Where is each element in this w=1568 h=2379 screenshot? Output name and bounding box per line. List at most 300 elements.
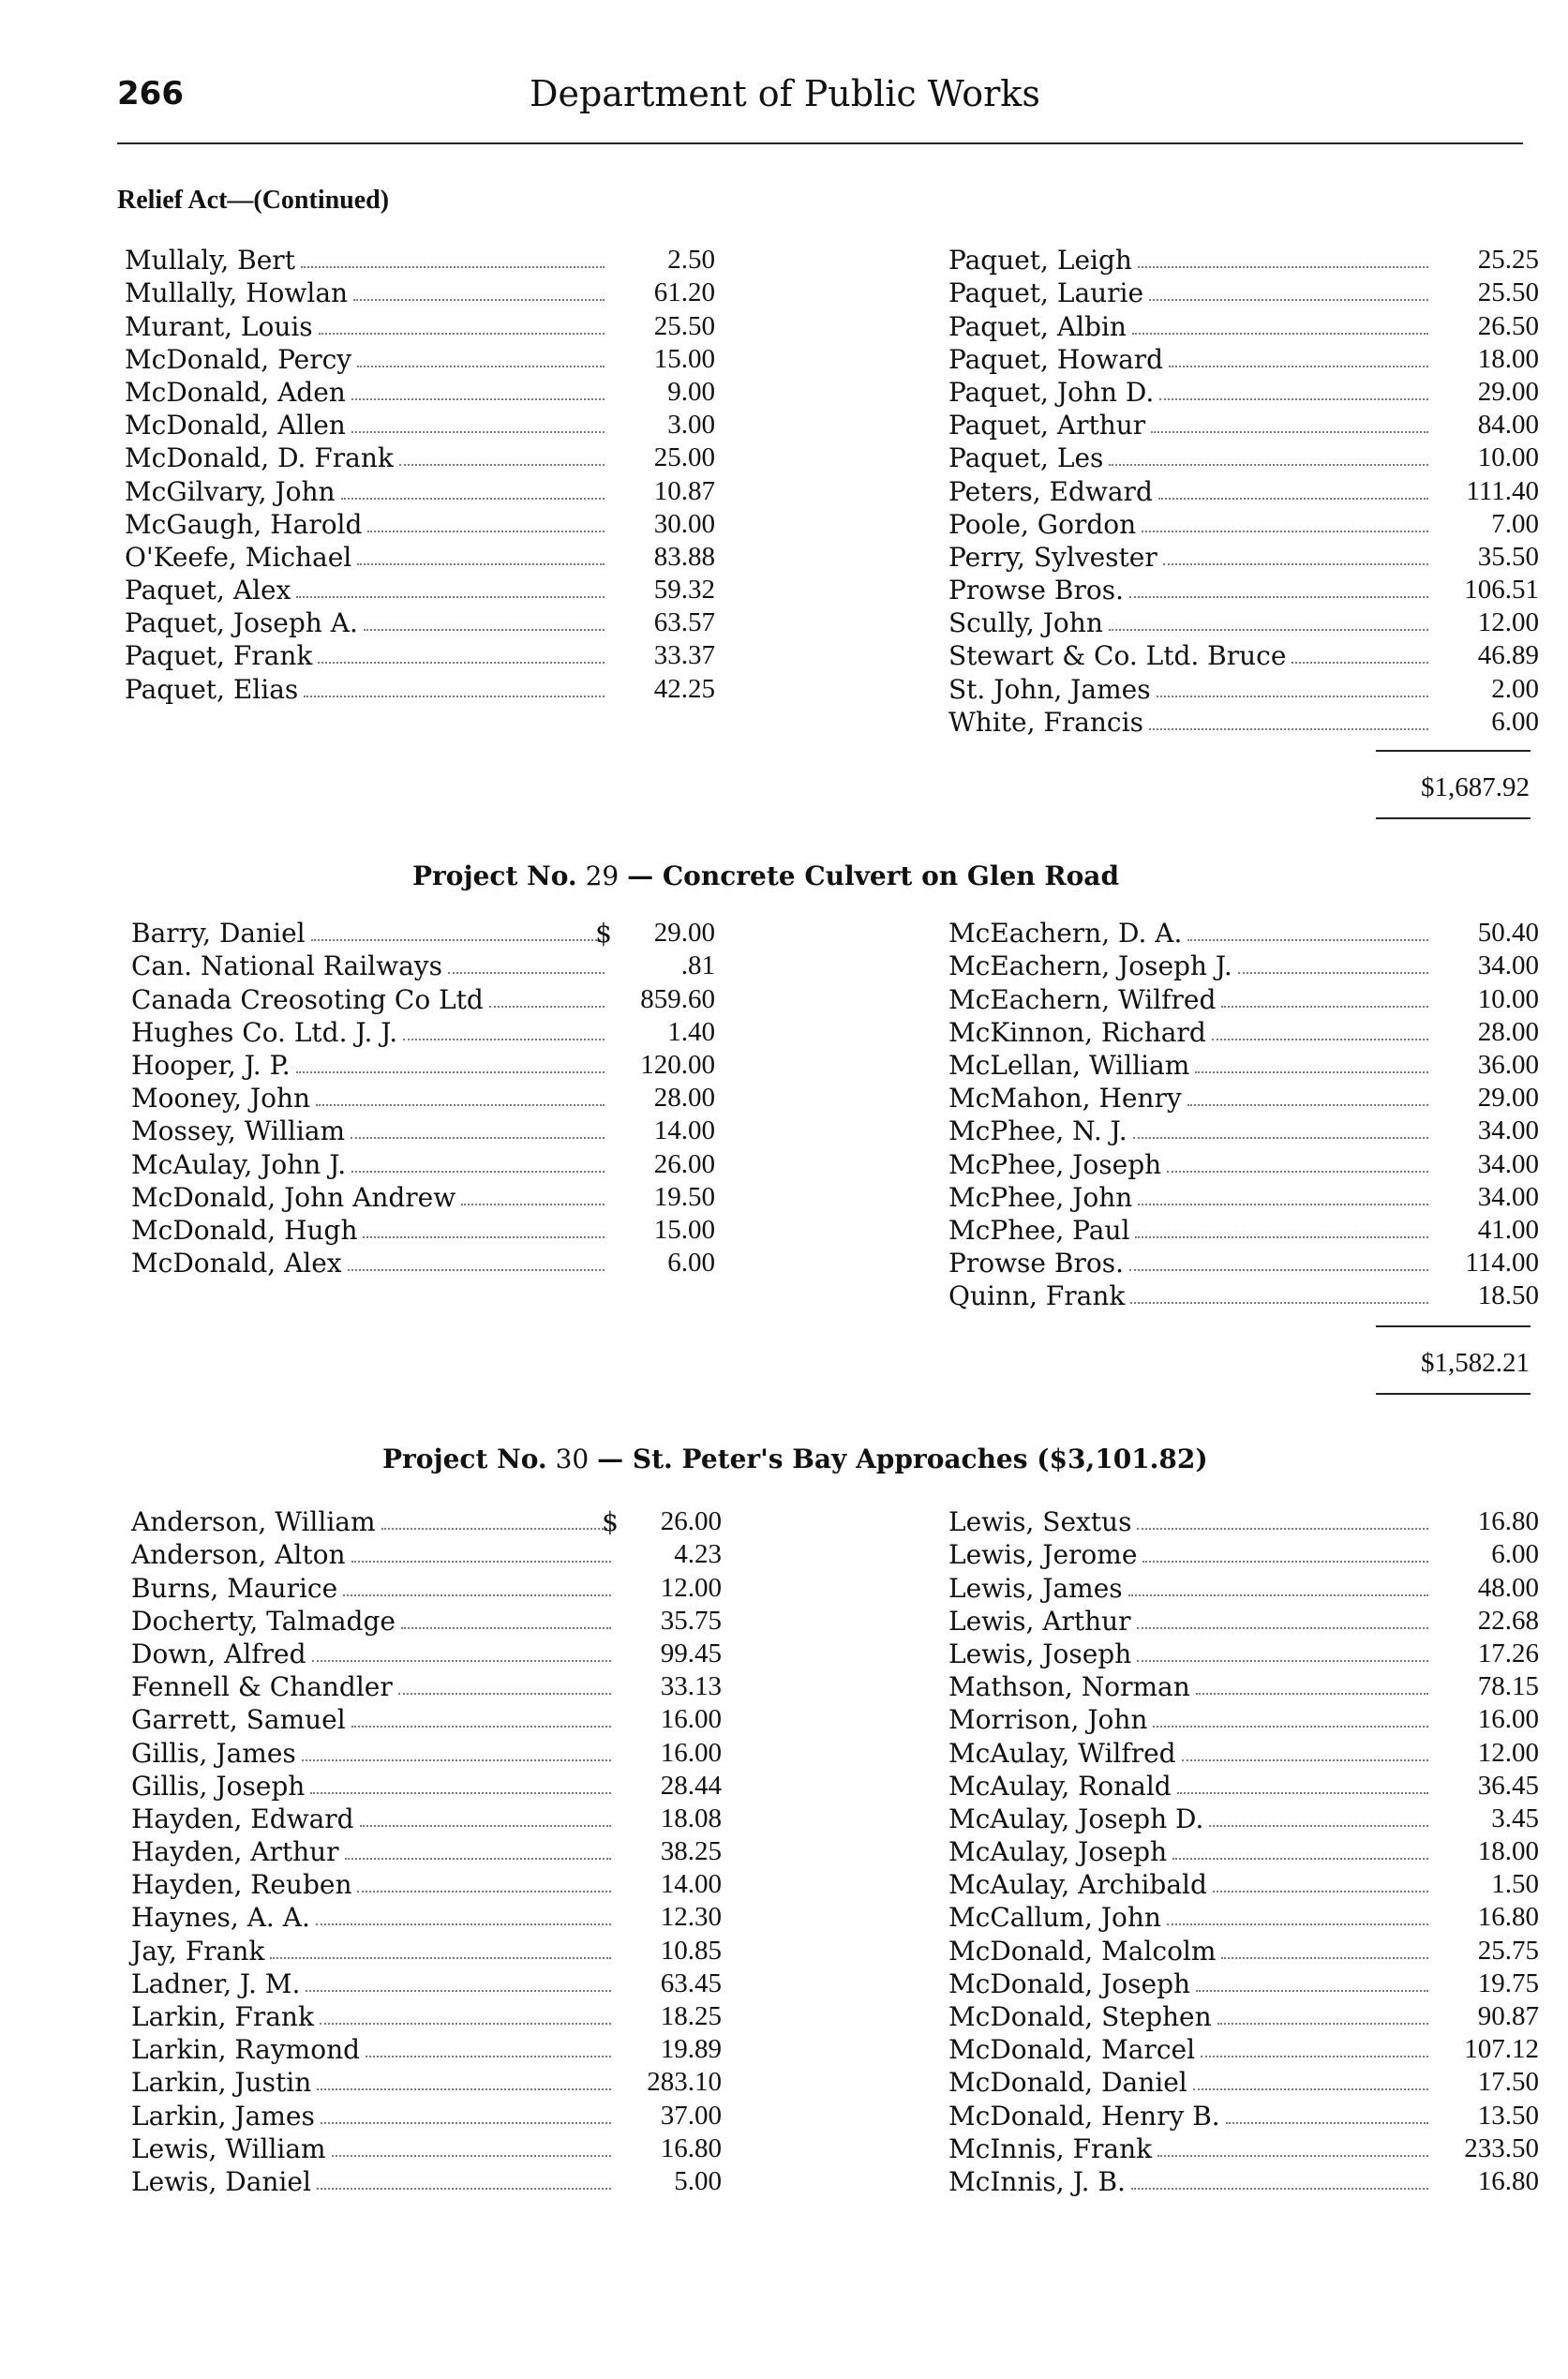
dot-leader: [1187, 939, 1428, 941]
payee-name: Haynes, A. A.: [131, 1902, 310, 1934]
payment-amount: 61.20: [653, 277, 715, 308]
payee-name: O'Keefe, Michael: [125, 541, 352, 573]
project-29-label: Project No.: [412, 860, 577, 891]
relief-act-right-column: [948, 241, 1539, 736]
payment-amount: 3.45: [1491, 1803, 1539, 1833]
payment-amount: 35.75: [660, 1605, 722, 1636]
payee-name: McDonald, John Andrew: [131, 1181, 456, 1213]
dot-leader: [1167, 1923, 1428, 1925]
dot-leader: [403, 1039, 605, 1040]
list-item: [131, 1046, 715, 1079]
payment-amount: 10.87: [653, 475, 715, 506]
dot-leader: [1128, 1594, 1428, 1596]
dot-leader: [1137, 1660, 1428, 1662]
payee-name: McPhee, Joseph: [948, 1148, 1162, 1180]
dot-leader: [1129, 596, 1428, 598]
payment-amount: 106.51: [1464, 575, 1539, 606]
dot-leader: [1132, 333, 1428, 335]
payment-amount: 6.00: [1491, 1539, 1539, 1570]
payee-name: Quinn, Frank: [948, 1280, 1126, 1312]
list-item: [131, 2130, 722, 2162]
dot-leader: [489, 1006, 605, 1008]
list-item: [131, 914, 715, 950]
payment-amount: 12.30: [660, 1902, 722, 1933]
payment-amount: 16.80: [1477, 1902, 1539, 1933]
dot-leader: [306, 1990, 611, 1992]
payment-amount: 33.37: [653, 640, 715, 671]
payment-amount: 10.85: [660, 1935, 722, 1966]
payment-amount: 3.00: [667, 410, 715, 441]
list-item: [131, 1931, 722, 1967]
payment-amount: 107.12: [1464, 2034, 1539, 2065]
payee-name: Paquet, John D.: [948, 376, 1155, 408]
list-item: [948, 2096, 1539, 2132]
payee-name: Lewis, Sextus: [948, 1506, 1132, 1538]
payee-name: Mathson, Norman: [948, 1671, 1190, 1703]
payee-name: Hayden, Reuben: [131, 1869, 352, 1901]
dot-leader: [351, 1171, 605, 1173]
list-item: [131, 1833, 722, 1868]
dot-leader: [1226, 2122, 1428, 2124]
dot-leader: [321, 2122, 611, 2124]
dot-leader: [461, 1204, 605, 1205]
payee-name: Lewis, James: [948, 1572, 1123, 1604]
payee-name: McInnis, Frank: [948, 2132, 1153, 2164]
header-rule: [117, 142, 1523, 144]
list-item: [131, 1112, 715, 1145]
dot-leader: [1169, 366, 1428, 367]
dot-leader: [1177, 1792, 1428, 1794]
dot-leader: [318, 662, 605, 664]
payment-amount: 18.00: [1477, 1836, 1539, 1867]
list-item: [131, 947, 715, 980]
dot-leader: [1109, 464, 1428, 466]
payment-amount: 63.45: [660, 1968, 722, 1998]
payment-amount: 9.00: [667, 376, 715, 407]
payee-name: Lewis, William: [131, 2132, 326, 2164]
payee-name: McGilvary, John: [125, 475, 336, 507]
dot-leader: [1195, 1071, 1428, 1073]
dot-leader: [343, 1594, 611, 1596]
project-29-total: $1,582.21: [1421, 1348, 1530, 1378]
dot-leader: [311, 939, 605, 941]
list-item: [125, 406, 715, 439]
payment-amount: 12.00: [1477, 1737, 1539, 1768]
dot-leader: [316, 1923, 611, 1925]
payment-amount: 16.80: [1477, 2165, 1539, 2196]
payee-name: McDonald, Henry B.: [948, 2100, 1220, 2132]
payment-amount: 16.80: [660, 2132, 722, 2163]
project-30-right-column: [948, 1503, 1539, 2195]
list-item: [948, 1277, 1539, 1312]
payee-name: McDonald, Malcolm: [948, 1935, 1217, 1967]
dot-leader: [302, 1759, 611, 1761]
payment-amount: 283.10: [647, 2067, 722, 2098]
project-29-left-column: [131, 914, 715, 1277]
dot-leader: [381, 1528, 611, 1530]
payee-name: Prowse Bros.: [948, 575, 1124, 606]
list-item: [125, 604, 715, 639]
payee-name: Gillis, Joseph: [131, 1770, 306, 1802]
payee-name: Paquet, Albin: [948, 310, 1127, 342]
payment-amount: 18.25: [660, 2001, 722, 2031]
dot-leader: [357, 366, 605, 367]
payee-name: Perry, Sylvester: [948, 541, 1157, 573]
payee-name: Paquet, Leigh: [948, 245, 1132, 277]
list-item: [948, 669, 1539, 705]
dot-leader: [1157, 696, 1428, 697]
dot-leader: [316, 1104, 605, 1106]
dollar-sign: $: [602, 1506, 619, 1538]
payee-name: McDonald, Marcel: [948, 2034, 1196, 2066]
dot-leader: [1142, 531, 1428, 532]
relief-act-total-rule: [1376, 750, 1531, 752]
list-item: [131, 1568, 722, 1604]
list-item: [131, 1800, 722, 1833]
payment-amount: 111.40: [1466, 475, 1539, 506]
list-item: [131, 1178, 715, 1211]
project-29-heading: [412, 860, 1119, 891]
payee-name: Jay, Frank: [131, 1935, 265, 1967]
list-item: [948, 1767, 1539, 1800]
dot-leader: [317, 2188, 611, 2190]
project-30-heading: [382, 1444, 1208, 1474]
dot-leader: [357, 1891, 611, 1893]
dot-leader: [357, 563, 605, 565]
payment-amount: 29.00: [1477, 1083, 1539, 1114]
payee-name: Paquet, Frank: [125, 640, 313, 672]
dot-leader: [351, 431, 605, 433]
dot-leader: [1129, 1269, 1428, 1271]
dot-leader: [366, 2056, 611, 2057]
dot-leader: [1217, 2023, 1428, 2025]
list-item: [125, 373, 715, 406]
list-item: [948, 307, 1539, 342]
payment-amount: 63.57: [653, 607, 715, 638]
payment-amount: 15.00: [653, 1214, 715, 1245]
payee-name: Anderson, William: [131, 1506, 376, 1538]
dot-leader: [351, 1137, 605, 1139]
list-item: [131, 1145, 715, 1180]
payee-name: McAulay, Wilfred: [948, 1737, 1176, 1769]
payee-name: Paquet, Laurie: [948, 277, 1144, 309]
list-item: [131, 2063, 722, 2099]
dot-leader: [1157, 2155, 1428, 2157]
payee-name: Peters, Edward: [948, 475, 1153, 507]
list-item: [131, 2162, 722, 2195]
payee-name: Lewis, Daniel: [131, 2165, 311, 2197]
payee-name: Hayden, Edward: [131, 1803, 354, 1834]
payment-amount: 10.00: [1477, 983, 1539, 1014]
page-header: [117, 73, 1523, 139]
dot-leader: [1135, 1236, 1428, 1238]
list-item: [948, 1079, 1539, 1115]
payment-amount: 83.88: [653, 541, 715, 572]
list-item: [125, 538, 715, 571]
dot-leader: [320, 2023, 611, 2025]
payment-amount: 12.00: [1477, 607, 1539, 638]
list-item: [948, 2030, 1539, 2066]
list-item: [948, 505, 1539, 538]
dot-leader: [1196, 1693, 1428, 1695]
dot-leader: [296, 596, 605, 598]
payment-amount: 25.25: [1477, 245, 1539, 276]
list-item: [948, 471, 1539, 507]
payee-name: Gillis, James: [131, 1737, 296, 1769]
dot-leader: [296, 1071, 605, 1073]
payee-name: McAulay, Ronald: [948, 1770, 1172, 1802]
payment-amount: 37.00: [660, 2100, 722, 2131]
payee-name: Scully, John: [948, 607, 1103, 639]
payee-name: Docherty, Talmadge: [131, 1605, 396, 1637]
list-item: [948, 1568, 1539, 1604]
payment-amount: 233.50: [1464, 2132, 1539, 2163]
payment-amount: 7.00: [1491, 508, 1539, 539]
payment-amount: 6.00: [667, 1248, 715, 1279]
payee-name: Stewart & Co. Ltd. Bruce: [948, 640, 1287, 672]
dot-leader: [1182, 1759, 1428, 1761]
dot-leader: [1137, 1528, 1428, 1530]
list-item: [125, 669, 715, 705]
dot-leader: [401, 1627, 611, 1629]
list-item: [125, 636, 715, 672]
payment-amount: 29.00: [1477, 376, 1539, 407]
project-29-total-rule: [1376, 1325, 1531, 1327]
list-item: [948, 241, 1539, 277]
payment-amount: 78.15: [1477, 1671, 1539, 1702]
payee-name: Mooney, John: [131, 1083, 311, 1115]
payee-name: McDonald, D. Frank: [125, 442, 394, 474]
dot-leader: [332, 2155, 611, 2157]
dot-leader: [398, 1693, 611, 1695]
list-item: [948, 1244, 1539, 1277]
list-item: [131, 1013, 715, 1046]
list-item: [948, 1668, 1539, 1703]
list-item: [948, 340, 1539, 373]
dot-leader: [1133, 1137, 1428, 1139]
list-item: [131, 1865, 722, 1901]
payee-name: Murant, Louis: [125, 310, 313, 342]
relief-act-left-column: [125, 241, 715, 703]
list-item: [131, 980, 715, 1015]
payment-amount: 10.00: [1477, 442, 1539, 473]
payment-amount: 84.00: [1477, 410, 1539, 441]
list-item: [948, 1997, 1539, 2030]
payment-amount: 36.45: [1477, 1770, 1539, 1801]
payee-name: McLellan, William: [948, 1049, 1190, 1081]
dot-leader: [1142, 1561, 1428, 1563]
payment-amount: 34.00: [1477, 1181, 1539, 1212]
dot-leader: [351, 1726, 611, 1728]
dot-leader: [1158, 498, 1428, 500]
list-item: [948, 274, 1539, 307]
payment-amount: 19.75: [1477, 1968, 1539, 1998]
project-30-label: Project No.: [382, 1444, 547, 1474]
dot-leader: [1159, 398, 1428, 400]
list-item: [131, 1244, 715, 1277]
list-item: [948, 1178, 1539, 1211]
list-item: [948, 1535, 1539, 1571]
payment-amount: 17.50: [1477, 2067, 1539, 2098]
payment-amount: 16.80: [1477, 1506, 1539, 1537]
payment-amount: 99.45: [660, 1638, 722, 1668]
dot-leader: [1137, 1627, 1428, 1629]
payment-amount: 18.08: [660, 1803, 722, 1833]
list-item: [131, 1767, 722, 1800]
list-item: [948, 1046, 1539, 1079]
payment-amount: 29.00: [653, 918, 715, 949]
payment-amount: 5.00: [674, 2165, 722, 2196]
payment-amount: 25.50: [1477, 277, 1539, 308]
payee-name: St. John, James: [948, 673, 1151, 705]
list-item: [125, 571, 715, 604]
list-item: [125, 439, 715, 474]
payment-amount: 859.60: [640, 983, 715, 1014]
project-30-left-column: [131, 1503, 722, 2195]
payment-amount: 14.00: [653, 1115, 715, 1146]
payee-name: Can. National Railways: [131, 950, 442, 982]
payment-amount: 4.23: [674, 1539, 722, 1570]
payment-amount: 36.00: [1477, 1049, 1539, 1080]
dollar-sign: $: [595, 918, 612, 950]
project-29-right-column: [948, 914, 1539, 1312]
list-item: [125, 471, 715, 507]
list-item: [125, 340, 715, 373]
payment-amount: 28.44: [660, 1770, 722, 1801]
payee-name: Paquet, Joseph A.: [125, 607, 358, 639]
payee-name: McGaugh, Harold: [125, 508, 363, 540]
list-item: [131, 1535, 722, 1571]
list-item: [948, 2162, 1539, 2195]
payment-amount: 90.87: [1477, 2001, 1539, 2031]
list-item: [948, 1503, 1539, 1538]
payee-name: McAulay, Joseph: [948, 1836, 1168, 1868]
payee-name: Larkin, Frank: [131, 2001, 314, 2032]
payment-amount: 12.00: [660, 1572, 722, 1603]
dot-leader: [1138, 1204, 1428, 1205]
payment-amount: 17.26: [1477, 1638, 1539, 1668]
payee-name: Garrett, Samuel: [131, 1704, 346, 1736]
payee-name: White, Francis: [948, 706, 1143, 738]
payee-name: Lewis, Jerome: [948, 1539, 1138, 1571]
dot-leader: [1149, 728, 1428, 730]
payee-name: Down, Alfred: [131, 1638, 306, 1669]
list-item: [948, 1635, 1539, 1668]
dot-leader: [1149, 299, 1428, 301]
list-item: [131, 1733, 722, 1769]
list-item: [125, 274, 715, 307]
list-item: [131, 1700, 722, 1736]
list-item: [131, 1635, 722, 1668]
payee-name: McCallum, John: [948, 1902, 1161, 1934]
payee-name: Ladner, J. M.: [131, 1968, 301, 1999]
list-item: [948, 1700, 1539, 1736]
payee-name: Larkin, Raymond: [131, 2034, 361, 2066]
payment-amount: 34.00: [1477, 950, 1539, 981]
payment-amount: 15.00: [653, 343, 715, 374]
payment-amount: 26.00: [653, 1148, 715, 1179]
payee-name: Hooper, J. P.: [131, 1049, 291, 1081]
payment-amount: 42.25: [653, 673, 715, 704]
list-item: [125, 241, 715, 277]
list-item: [948, 980, 1539, 1015]
payee-name: McDonald, Joseph: [948, 1968, 1191, 1999]
payee-name: Larkin, Justin: [131, 2067, 312, 2099]
list-item: [948, 1865, 1539, 1901]
payee-name: Paquet, Elias: [125, 673, 299, 705]
dot-leader: [1131, 2188, 1428, 2190]
dot-leader: [1212, 1039, 1428, 1040]
list-item: [948, 1965, 1539, 1997]
relief-act-total: $1,687.92: [1421, 772, 1530, 802]
payment-amount: 26.50: [1477, 310, 1539, 341]
payee-name: McDonald, Hugh: [131, 1214, 358, 1246]
payee-name: Barry, Daniel: [131, 918, 306, 950]
payment-amount: 19.50: [653, 1181, 715, 1212]
payee-name: Canada Creosoting Co Ltd: [131, 983, 484, 1015]
payment-amount: 30.00: [653, 508, 715, 539]
dot-leader: [360, 1825, 611, 1827]
page-title: Department of Public Works: [530, 73, 1040, 114]
dot-leader: [1151, 431, 1428, 433]
payee-name: McPhee, John: [948, 1181, 1133, 1213]
list-item: [948, 604, 1539, 639]
payee-name: Anderson, Alton: [131, 1539, 346, 1571]
payment-amount: 28.00: [653, 1083, 715, 1114]
dot-leader: [1292, 662, 1428, 664]
relief-act-heading: Relief Act—(Continued): [117, 186, 390, 215]
payment-amount: .81: [680, 950, 715, 981]
list-item: [948, 1145, 1539, 1180]
list-item: [131, 1997, 722, 2030]
list-item: [131, 2030, 722, 2066]
payee-name: McDonald, Aden: [125, 376, 346, 408]
page-number: 266: [117, 75, 184, 112]
payment-amount: 19.89: [660, 2034, 722, 2065]
payment-amount: 25.00: [653, 442, 715, 473]
payee-name: McPhee, N. J.: [948, 1115, 1127, 1147]
dot-leader: [312, 1660, 611, 1662]
list-item: [948, 1733, 1539, 1769]
payee-name: Prowse Bros.: [948, 1248, 1124, 1279]
list-item: [948, 636, 1539, 672]
list-item: [948, 406, 1539, 439]
dot-leader: [1193, 2088, 1428, 2090]
dot-leader: [1187, 1104, 1428, 1106]
list-item: [125, 505, 715, 538]
payment-amount: 13.50: [1477, 2100, 1539, 2131]
dot-leader: [399, 464, 605, 466]
dot-leader: [364, 629, 605, 631]
payment-amount: 59.32: [653, 575, 715, 606]
payee-name: McAulay, Archibald: [948, 1869, 1207, 1901]
payee-name: McKinnon, Richard: [948, 1016, 1206, 1048]
list-item: [948, 571, 1539, 604]
dot-leader: [1109, 629, 1428, 631]
payment-amount: 114.00: [1465, 1248, 1539, 1279]
payee-name: Mullally, Howlan: [125, 277, 349, 309]
payee-name: McInnis, J. B.: [948, 2165, 1126, 2197]
payment-amount: 16.00: [660, 1704, 722, 1735]
payee-name: McPhee, Paul: [948, 1214, 1130, 1246]
payment-amount: 22.68: [1477, 1605, 1539, 1636]
payment-amount: 50.40: [1477, 918, 1539, 949]
payment-amount: 6.00: [1491, 706, 1539, 737]
payee-name: Mullaly, Bert: [125, 245, 295, 277]
list-item: [131, 2096, 722, 2132]
dot-leader: [1213, 1891, 1428, 1893]
list-item: [131, 1898, 722, 1934]
